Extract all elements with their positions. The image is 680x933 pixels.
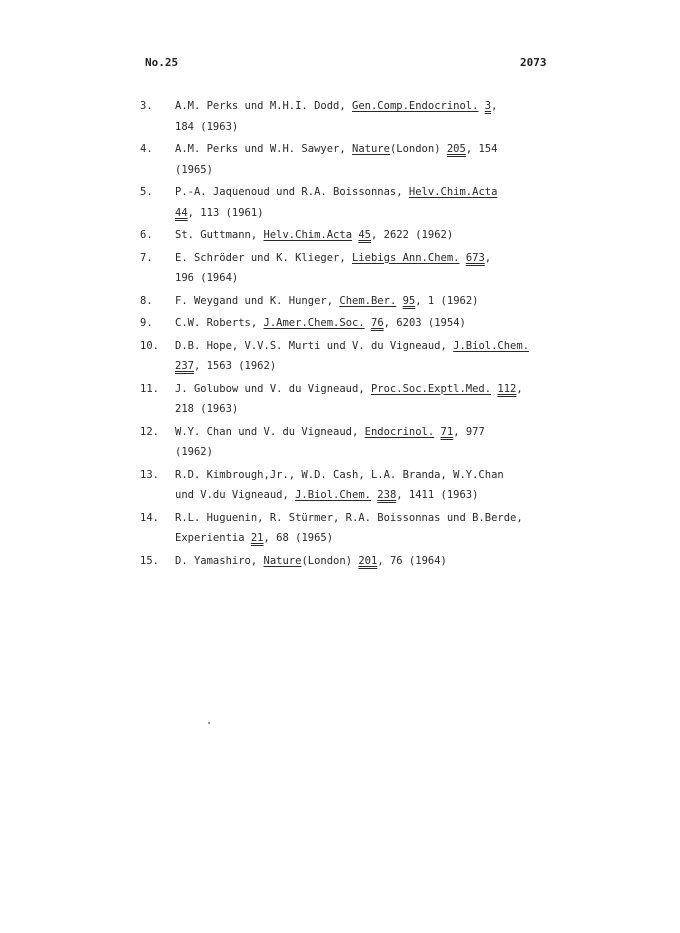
reference-line: [0, 551, 680, 572]
reference-text: und V.du Vigneaud,: [175, 489, 296, 501]
reference-text: (London): [389, 143, 447, 155]
journal-title: Nature: [352, 143, 390, 155]
journal-title: Nature: [263, 554, 302, 567]
reference-number: 10.: [140, 339, 159, 352]
reference-line: [0, 291, 680, 312]
reference-text: E. Schröder und K. Klieger,: [175, 251, 353, 264]
reference-text: , 154: [465, 143, 498, 155]
reference-text: 218 (1963): [175, 403, 239, 415]
reference-number: 12.: [140, 425, 159, 438]
reference-line: [0, 268, 680, 289]
reference-line: [0, 465, 680, 486]
reference-text: C.W. Roberts,: [175, 317, 264, 329]
reference-list: [0, 96, 680, 573]
reference-number: 13.: [140, 468, 159, 481]
reference-text: , 6203 (1954): [383, 317, 466, 329]
reference-item: [0, 379, 680, 420]
journal-title: J.Amer.Chem.Soc.: [263, 317, 365, 329]
reference-number: 9.: [140, 317, 153, 329]
reference-text: J. Golubow und V. du Vigneaud,: [175, 382, 371, 395]
reference-text: R.L. Huguenin, R. Stürmer, R.A. Boissonnas und B.Berde,: [175, 511, 523, 524]
reference-item: [0, 96, 680, 137]
reference-text: (1965): [175, 163, 213, 176]
reference-text: A.M. Perks und M.H.I. Dodd,: [175, 100, 353, 112]
reference-text: A.M. Perks und W.H. Sawyer,: [175, 143, 353, 155]
journal-title: Helv.Chim.Acta: [263, 229, 353, 241]
reference-line: [0, 379, 680, 400]
journal-title: Helv.Chim.Acta: [408, 186, 498, 198]
reference-number: 8.: [140, 294, 153, 307]
volume-number: 201: [358, 554, 378, 567]
reference-number: 5.: [140, 186, 153, 198]
volume-number: 45: [358, 229, 372, 241]
reference-text: , 1 (1962): [415, 294, 479, 307]
volume-number: 95: [402, 294, 416, 307]
volume-number: 238: [377, 489, 397, 501]
reference-item: [0, 248, 680, 289]
volume-number: 76: [371, 317, 384, 329]
volume-number: 237: [175, 360, 194, 372]
reference-line: [0, 313, 680, 334]
reference-text: St. Guttmann,: [175, 229, 264, 241]
reference-text: D.B. Hope, V.V.S. Murti und V. du Vigneaud,: [175, 339, 454, 352]
page-number: 2073: [520, 56, 547, 69]
reference-item: [0, 508, 680, 549]
volume-number: 112: [497, 382, 517, 395]
reference-item: [0, 551, 680, 572]
reference-number: 14.: [140, 511, 159, 524]
reference-text: (London): [301, 554, 359, 567]
reference-item: [0, 139, 680, 180]
reference-text: , 977: [453, 425, 485, 438]
reference-text: , 2622 (1962): [371, 229, 454, 241]
reference-line: [0, 422, 680, 443]
volume-number: 44: [175, 206, 188, 219]
reference-text: ,: [491, 100, 498, 112]
volume-number: 71: [440, 425, 454, 438]
journal-title: Proc.Soc.Exptl.Med.: [370, 382, 492, 395]
reference-text: F. Weygand und K. Hunger,: [175, 294, 340, 307]
reference-line: [0, 442, 680, 463]
journal-title: Endocrinol.: [364, 425, 435, 438]
journal-title: J.Biol.Chem.: [295, 489, 371, 501]
reference-number: 15.: [140, 554, 159, 567]
reference-item: [0, 465, 680, 506]
reference-text: ,: [516, 382, 523, 395]
reference-line: [0, 248, 680, 269]
reference-item: [0, 313, 680, 334]
reference-line: [0, 225, 680, 246]
reference-text: D. Yamashiro,: [175, 554, 264, 567]
reference-item: [0, 422, 680, 463]
journal-title: Chem.Ber.: [339, 294, 397, 307]
journal-title: J.Biol.Chem.: [453, 339, 530, 352]
volume-number: 673: [465, 251, 485, 264]
reference-number: 7.: [140, 251, 153, 264]
reference-text: , 113 (1961): [187, 206, 264, 219]
journal-title: Gen.Comp.Endocrinol.: [352, 100, 479, 112]
reference-line: [0, 203, 680, 224]
reference-item: [0, 291, 680, 312]
reference-line: [0, 160, 680, 181]
reference-text: Experientia: [175, 532, 251, 544]
reference-text: , 1563 (1962): [193, 360, 277, 372]
reference-line: [0, 508, 680, 529]
reference-text: P.-A. Jaquenoud und R.A. Boissonnas,: [175, 186, 409, 198]
reference-text: ,: [484, 251, 492, 264]
reference-item: [0, 225, 680, 246]
reference-text: W.Y. Chan und V. du Vigneaud,: [175, 425, 365, 438]
reference-line: [0, 356, 680, 377]
volume-number: 205: [446, 143, 466, 155]
reference-line: [0, 528, 680, 549]
reference-text: , 68 (1965): [263, 532, 334, 544]
reference-number: 6.: [140, 229, 153, 241]
reference-item: [0, 182, 680, 223]
stray-mark: [208, 722, 210, 724]
volume-number: 21: [250, 532, 264, 544]
reference-line: [0, 139, 680, 160]
reference-line: [0, 182, 680, 203]
reference-text: , 1411 (1963): [396, 489, 479, 501]
reference-line: [0, 96, 680, 117]
journal-number: No.25: [145, 56, 179, 69]
reference-line: [0, 117, 680, 138]
reference-text: R.D. Kimbrough,Jr., W.D. Cash, L.A. Branda, W.Y.Chan: [175, 468, 504, 481]
reference-text: (1962): [175, 446, 213, 458]
reference-number: 4.: [140, 143, 153, 155]
reference-line: [0, 485, 680, 506]
reference-line: [0, 399, 680, 420]
journal-title: Liebigs Ann.Chem.: [352, 251, 460, 264]
reference-text: , 76 (1964): [377, 554, 447, 567]
reference-text: 196 (1964): [175, 272, 239, 284]
volume-number: 3: [484, 100, 492, 112]
reference-number: 11.: [140, 382, 159, 395]
reference-line: [0, 336, 680, 357]
reference-number: 3.: [140, 100, 153, 112]
reference-item: [0, 336, 680, 377]
reference-text: 184 (1963): [175, 120, 239, 133]
